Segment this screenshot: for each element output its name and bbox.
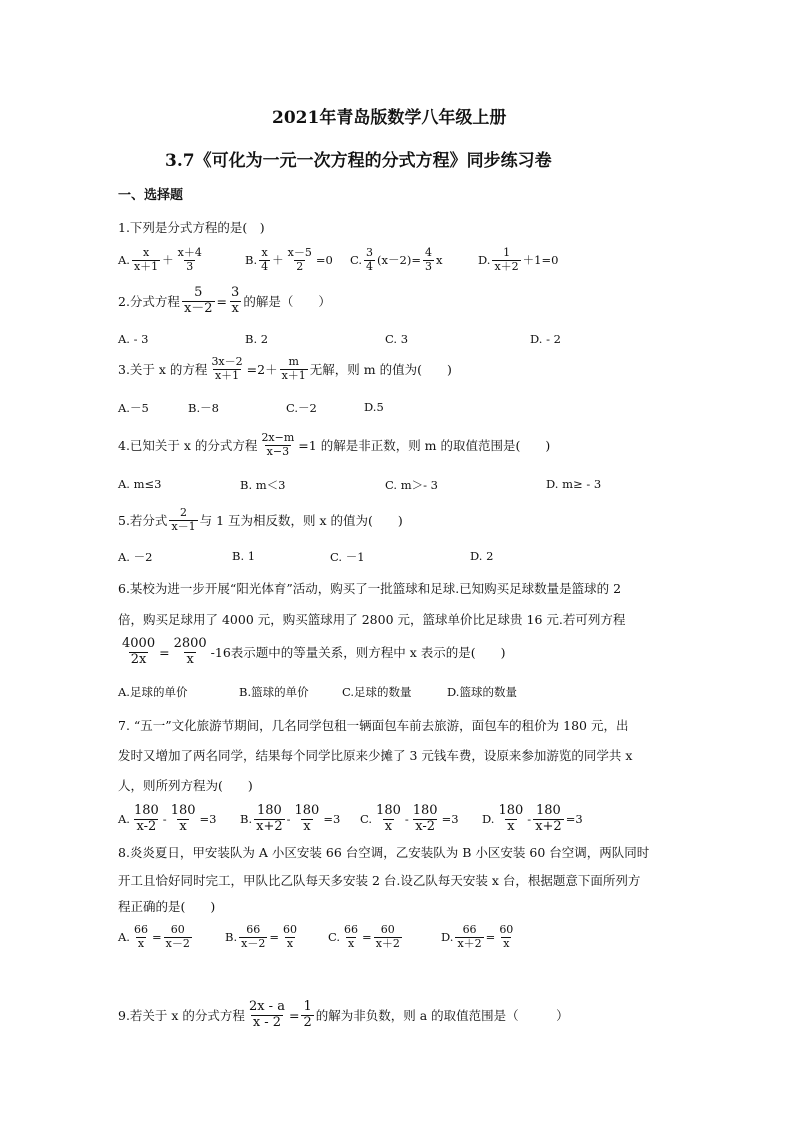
fraction xyxy=(259,432,296,458)
fraction xyxy=(182,286,215,317)
tail: x xyxy=(435,253,443,268)
numerator: 180 xyxy=(498,803,524,818)
denominator: x＋2 xyxy=(375,936,400,950)
question-1-option-d xyxy=(478,247,558,273)
question-2-option-c: C. 3 xyxy=(385,332,409,346)
stem-prefix: 9.若关于 x 的分式方程 xyxy=(118,1008,245,1024)
question-9-stem xyxy=(118,1000,569,1031)
fraction xyxy=(259,247,270,273)
stem-prefix: 3.关于 x 的方程 xyxy=(118,362,208,378)
denominator: x＋1 xyxy=(281,368,306,382)
tail: =0 xyxy=(315,253,333,268)
minus-sign: - xyxy=(404,812,409,827)
question-2-stem xyxy=(118,286,331,317)
denominator: 4 xyxy=(366,259,374,273)
fraction xyxy=(496,804,525,835)
question-7-option-a xyxy=(118,804,216,835)
question-6-line-1: 6.某校为进一步开展“阳光体育”活动，购买了一批篮球和足球.已知购买足球数量是篮球的 2 xyxy=(118,581,622,596)
option-label: B. xyxy=(245,253,258,268)
question-1-option-c xyxy=(350,247,442,273)
question-4-option-c: C. m＞- 3 xyxy=(385,478,438,492)
stem-prefix: 5.若分式 xyxy=(118,513,168,529)
denominator: x xyxy=(186,651,194,667)
equals-sign: = xyxy=(288,1007,300,1023)
operator: ＋ xyxy=(162,253,174,268)
question-6-equation xyxy=(118,637,506,668)
denominator: 3 xyxy=(186,259,194,273)
stem-suffix: 的解是（ ） xyxy=(243,294,331,310)
question-3-stem xyxy=(118,356,452,382)
numerator: x xyxy=(142,246,150,259)
fraction xyxy=(374,804,403,835)
question-6-option-a: A.足球的单价 xyxy=(118,685,188,699)
numerator: 66 xyxy=(133,923,148,936)
option-label: D. xyxy=(482,812,495,827)
question-4-option-d: D. m≥ - 3 xyxy=(546,477,602,491)
question-2-option-b: B. 2 xyxy=(245,332,269,346)
numerator: x－5 xyxy=(287,246,312,259)
denominator: x＋2 xyxy=(494,259,519,273)
denominator: x－1 xyxy=(171,519,196,533)
fraction xyxy=(374,924,402,950)
question-1-option-b xyxy=(245,247,333,273)
question-8-option-d xyxy=(441,924,517,950)
numerator: 66 xyxy=(344,923,359,936)
question-7-line-1: 7. “五一”文化旅游节期间，几名同学包租一辆面包车前去旅游，面包车的租价为 180 元，出 xyxy=(118,718,629,733)
stem-suffix: -16表示题中的等量关系，则方程中 x 表示的是( ) xyxy=(210,645,506,661)
stem-prefix: 4.已知关于 x 的分式方程 xyxy=(118,438,258,454)
tail: =3 xyxy=(441,812,459,827)
title-line2: 3.7《可化为一元一次方程的分式方程》同步练习卷 xyxy=(165,151,552,171)
equals-sign: = xyxy=(485,930,496,945)
stem-prefix: 2.分式方程 xyxy=(118,294,180,310)
numerator: m xyxy=(288,355,299,368)
question-5-option-d: D. 2 xyxy=(470,549,494,563)
denominator: x xyxy=(286,936,294,950)
fraction xyxy=(169,804,198,835)
option-label: A. xyxy=(118,253,130,268)
fraction xyxy=(280,356,308,382)
denominator: x-2 xyxy=(136,818,157,834)
numerator: 60 xyxy=(170,923,185,936)
stem-suffix: 与 1 互为相反数，则 x 的值为( ) xyxy=(199,513,403,529)
denominator: 3 xyxy=(424,259,432,273)
fraction xyxy=(209,356,244,382)
question-5-option-b: B. 1 xyxy=(232,549,256,563)
tail: =3 xyxy=(565,812,583,827)
fraction xyxy=(533,804,564,835)
question-7-option-c xyxy=(360,804,459,835)
fraction xyxy=(176,247,204,273)
fraction xyxy=(411,804,440,835)
tail: =3 xyxy=(323,812,341,827)
numerator: x xyxy=(261,246,268,259)
equals-sign: = xyxy=(151,930,162,945)
numerator: 3x－2 xyxy=(211,355,243,368)
question-6-option-c: C.足球的数量 xyxy=(342,685,412,699)
denominator: x-2 xyxy=(415,818,436,834)
denominator: x＋2 xyxy=(457,936,482,950)
question-4-stem xyxy=(118,432,550,458)
denominator: x+2 xyxy=(256,818,283,834)
question-4-option-a: A. m≤3 xyxy=(118,477,162,491)
fraction xyxy=(172,637,209,668)
denominator: x xyxy=(384,818,393,834)
denominator: x＋1 xyxy=(133,259,159,273)
option-label: C. xyxy=(328,930,341,945)
denominator: x xyxy=(507,818,515,834)
question-6-option-b: B.篮球的单价 xyxy=(239,685,309,699)
numerator: 180 xyxy=(133,803,159,818)
denominator: x－2 xyxy=(183,300,213,316)
question-6-line-2: 倍，购买足球用了 4000 元，购买篮球用了 2800 元，篮球单价比足球贵 16 元.若可列方程 xyxy=(118,612,626,627)
fraction xyxy=(364,247,375,273)
fraction xyxy=(229,286,241,317)
fraction xyxy=(254,804,285,835)
numerator: 4 xyxy=(424,246,432,259)
numerator: 66 xyxy=(462,923,477,936)
denominator: x xyxy=(179,818,187,834)
question-6-option-d: D.篮球的数量 xyxy=(447,685,517,699)
numerator: 2x−m xyxy=(261,431,295,444)
equals-sign: = xyxy=(362,930,372,945)
equals-sign: = xyxy=(159,644,170,660)
question-4-option-b: B. m＜3 xyxy=(240,478,286,492)
fraction xyxy=(286,247,314,273)
fraction xyxy=(301,1000,313,1031)
numerator: 2x - a xyxy=(248,999,285,1014)
denominator: x−3 xyxy=(266,444,290,458)
equals-sign: = xyxy=(216,293,228,309)
numerator: 1 xyxy=(303,999,312,1014)
middle-term: =2＋ xyxy=(246,362,278,378)
denominator: x xyxy=(137,936,145,950)
stem-suffix: 的解为非负数，则 a 的取值范围是（ ） xyxy=(315,1008,569,1024)
denominator: 2x xyxy=(130,651,147,667)
question-7-option-d xyxy=(482,804,583,835)
denominator: x+2 xyxy=(535,818,562,834)
question-3-option-d: D.5 xyxy=(364,400,384,414)
numerator: 60 xyxy=(282,923,297,936)
fraction xyxy=(239,924,267,950)
option-label: A. xyxy=(118,812,130,827)
denominator: x - 2 xyxy=(252,1014,282,1030)
denominator: 2 xyxy=(303,1014,312,1030)
minus-sign: - xyxy=(527,812,532,827)
section-heading: 一、选择题 xyxy=(118,188,184,203)
denominator: x xyxy=(303,818,311,834)
numerator: 60 xyxy=(499,923,514,936)
fraction xyxy=(492,247,520,273)
question-3-option-b: B.－8 xyxy=(188,401,219,415)
numerator: 180 xyxy=(376,803,401,818)
fraction xyxy=(247,1000,287,1031)
fraction xyxy=(423,247,434,273)
question-3-option-c: C.－2 xyxy=(286,401,317,415)
option-label: D. xyxy=(478,253,491,268)
option-label: B. xyxy=(225,930,238,945)
numerator: 180 xyxy=(412,803,438,818)
question-8-line-1: 8.炎炎夏日，甲安装队为 A 小区安装 66 台空调，乙安装队为 B 小区安装 60 台空调，两队同时 xyxy=(118,845,650,860)
numerator: 2800 xyxy=(173,636,207,651)
numerator: 3 xyxy=(366,246,374,259)
denominator: 2 xyxy=(296,259,304,273)
fraction xyxy=(281,924,299,950)
stem-suffix: =1 的解是非正数，则 m 的取值范围是( ) xyxy=(298,438,551,454)
numerator: 180 xyxy=(170,803,196,818)
question-2-option-a: A. - 3 xyxy=(118,332,149,346)
equals-sign: = xyxy=(269,930,279,945)
numerator: 180 xyxy=(294,803,320,818)
denominator: x＋1 xyxy=(214,368,240,382)
numerator: 60 xyxy=(380,923,395,936)
denominator: 4 xyxy=(261,259,269,273)
question-7-option-b xyxy=(240,804,340,835)
numerator: x＋4 xyxy=(177,246,202,259)
denominator: x xyxy=(503,936,510,950)
tail: =3 xyxy=(199,812,217,827)
option-label: C. xyxy=(350,253,363,268)
tail: ＋1=0 xyxy=(522,253,559,268)
fraction xyxy=(293,804,322,835)
fraction xyxy=(164,924,192,950)
question-7-line-3: 人，则所列方程为( ) xyxy=(118,778,253,793)
denominator: x xyxy=(231,300,239,316)
question-3-option-a: A.－5 xyxy=(118,401,149,415)
numerator: 2 xyxy=(180,506,188,519)
question-5-stem xyxy=(118,507,403,533)
fraction xyxy=(132,804,161,835)
minus-sign: - xyxy=(286,812,291,827)
option-label: B. xyxy=(240,812,253,827)
denominator: x－2 xyxy=(241,936,266,950)
question-5-option-a: A. －2 xyxy=(118,550,153,564)
fraction xyxy=(497,924,515,950)
operator: ＋ xyxy=(272,253,284,268)
numerator: 5 xyxy=(194,285,203,300)
question-1-option-a xyxy=(118,247,206,273)
question-8-option-a xyxy=(118,924,194,950)
question-8-option-b xyxy=(225,924,301,950)
minus-sign: - xyxy=(162,812,167,827)
question-8-line-2: 开工且恰好同时完工，甲队比乙队每天多安装 2 台.设乙队每天安装 x 台，根据题意下面所列方 xyxy=(118,873,641,888)
question-8-line-3: 程正确的是( ) xyxy=(118,899,216,914)
option-label: D. xyxy=(441,930,454,945)
numerator: 3 xyxy=(231,285,240,300)
numerator: 4000 xyxy=(122,636,156,651)
option-label: C. xyxy=(360,812,373,827)
denominator: x－2 xyxy=(165,936,190,950)
fraction xyxy=(455,924,483,950)
question-2-option-d: D. - 2 xyxy=(530,332,561,346)
numerator: 66 xyxy=(246,923,261,936)
fraction xyxy=(120,637,157,668)
stem-suffix: 无解，则 m 的值为( ) xyxy=(309,362,452,378)
question-8-option-c xyxy=(328,924,404,950)
numerator: 1 xyxy=(503,246,511,259)
option-label: A. xyxy=(118,930,130,945)
fraction xyxy=(132,247,160,273)
fraction xyxy=(342,924,360,950)
fraction xyxy=(132,924,150,950)
question-1-stem: 1.下列是分式方程的是( ) xyxy=(118,220,265,235)
denominator: x xyxy=(347,936,355,950)
middle-term: (x－2)= xyxy=(377,253,421,268)
numerator: 180 xyxy=(536,803,561,818)
question-7-line-2: 发时又增加了两名同学，结果每个同学比原来少摊了 3 元钱车费，设原来参加游览的同学共 x xyxy=(118,748,633,763)
question-5-option-c: C. －1 xyxy=(330,550,365,564)
title-line1: 2021年青岛版数学八年级上册 xyxy=(272,108,507,128)
numerator: 180 xyxy=(256,803,282,818)
fraction xyxy=(169,507,197,533)
